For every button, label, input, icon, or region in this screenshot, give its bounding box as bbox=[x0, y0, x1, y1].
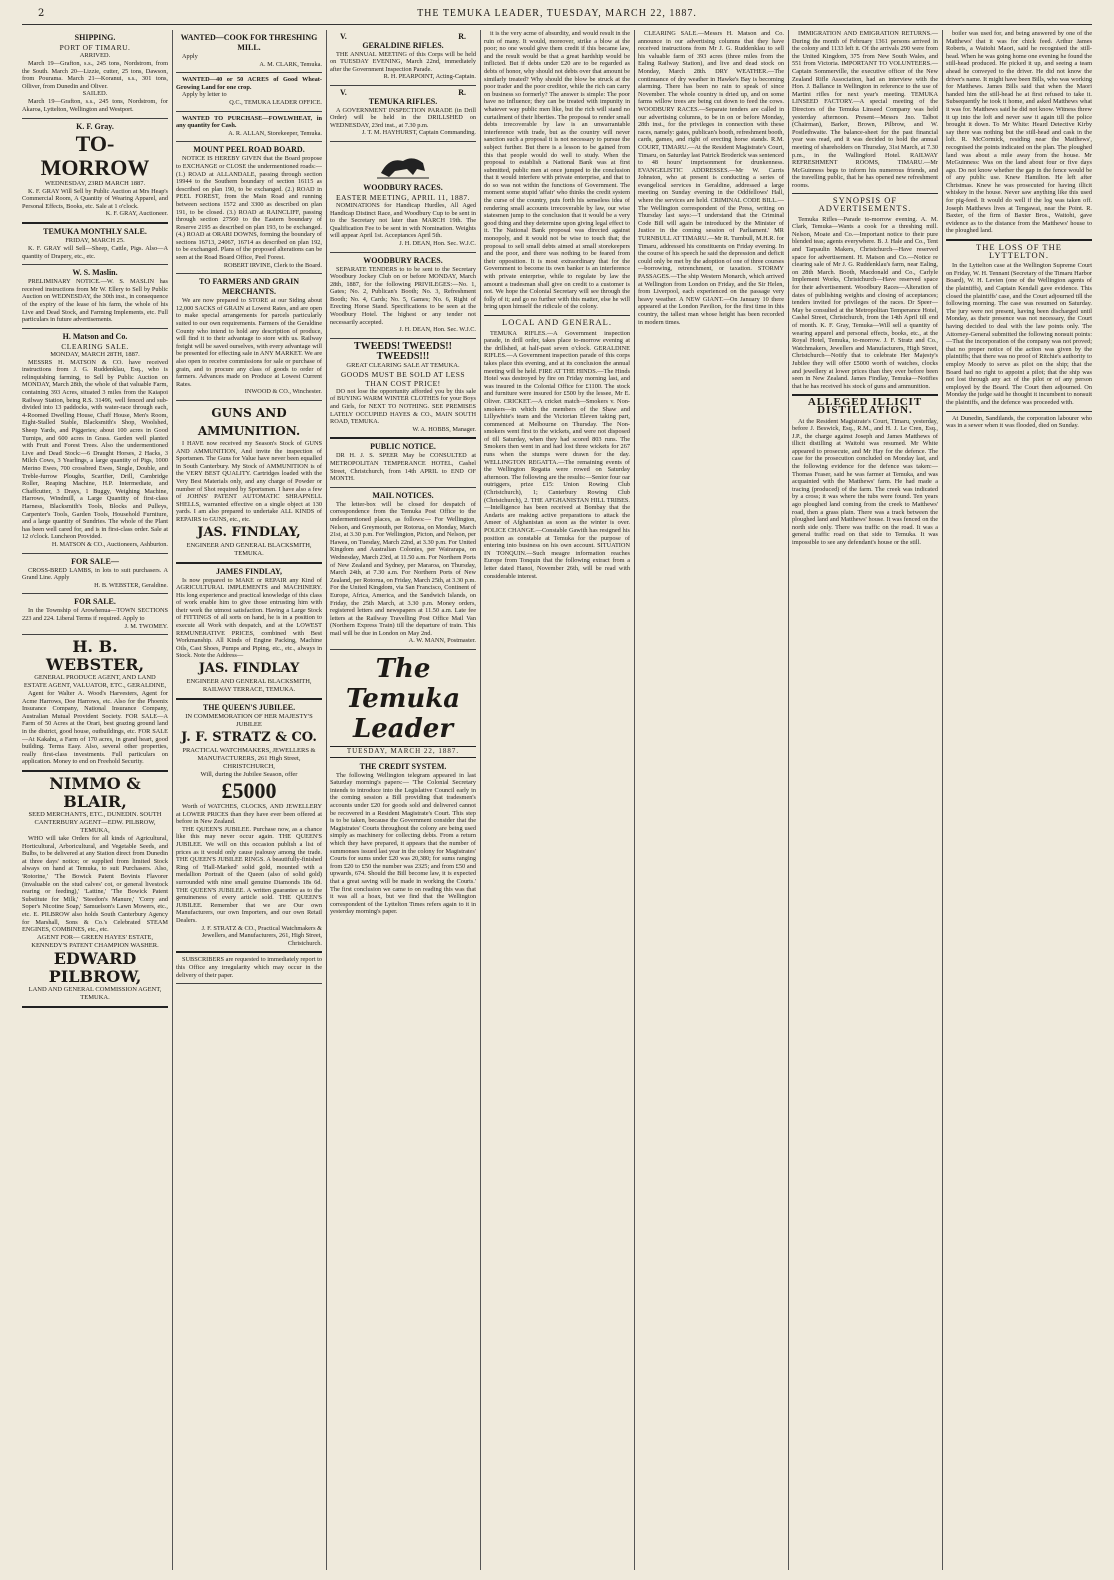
nimmo-text: WHO will take Orders for all kinds of Agricultural, Horticultural, Arboricultural, and Vegetable Seeds, and Bulbs, to be delivered at any Station direct from Dunedin at three days' notice; or supplied from limited Stock always on hand at Temuka, to suit Purchasers. Also, 'Rotorine,' 'The Bowick Patent Bovinis Flavorer (invaluable on the stud calves' cot, or general livestock rearing or feeding),' 'Lattine,' 'The Bowick Patent Substitute for Milk,' 'Steedon's Manure,' 'Corry and Soper's Nicotine Soap,' Samuelson's Lawn Mowers, etc., etc. E. PILBROW also holds South Canterbury Agency for Marshall, Sons & Co.'s Celebrated STEAM ENGINES, COMBINES, etc., etc. bbox=[22, 835, 168, 934]
column-4 bbox=[484, 30, 630, 1570]
webster-subheading: GENERAL PRODUCE AGENT, AND LAND ESTATE AGENT, VALUATOR, ETC., GERALDINE, bbox=[23, 674, 167, 690]
grain-merchants-text: We are now prepared to STORE at our Siding about 12,000 SACKS of GRAIN at Lowest Rates, and are open to make special arrangements for parcels particularly suited to our own requirements. Farmers of the Geraldine County who intend to hold any description of produce, will find it to their advantage to store with us. Railway freight will be saved ourselves, with every advantage will be presented for effecting sale in ANY MARKET. We are also open to receive commissions for sale or purchase of grain, and to procure any class of goods to order of farmers. Advances made on Produce at Lowest Current Rates. bbox=[176, 297, 322, 388]
tweeds-heading: TWEEDS! TWEEDS!! TWEEDS!!! bbox=[354, 340, 452, 362]
nimmo-subheading: SEED MERCHANTS, ETC., DUNEDIN. SOUTH CANTERBURY AGENT—EDW. PILBROW, TEMUKA, bbox=[28, 811, 162, 835]
synopsis-text: Temuka Rifles—Parade to-morrow evening. A. M. Clark, Temuka—Wants a cook for a threshing mill. Nelson, Moate and Co.—Important notice to their pure blended teas; agents everywhere. B. J. Hale and Co., Tent and Tarpaulin Makers, Christchurch—Have reserved space for advertisement. H. Matson and Co.—Notice re clearing sale of Mr J. G. Ruddenklau's farm, near Ealing, on 28th March. Booth, Macdonald and Co., Carlyle Implement Works, Christchurch—Have reserved space for their advertisement. Woodbury Races—Alteration of dates of publishing weights and closing of acceptances; tenders invited for privileges of the races. Dr Speer—May be consulted at the Metropolitan Temperance Hotel, Cashel Street, Christchurch, from the 14th April till end of month. K. F. Gray, Temuka—Will sell a quantity of wearing apparel and personal effects, books, etc., at the Royal Hotel, Temuka, to-morrow. J. F. Stratz and Co., Watchmakers, Jewellers and Manufacturers, High Street, Christchurch—Notify that to celebrate Her Majesty's Jubilee they will offer £5000 worth of watches, clocks and jewellery at lower prices than they ever before been seen in New Zealand. James Findlay, Temuka—Notifies that he has received his stock of guns and ammunition. bbox=[792, 215, 938, 390]
matson-heading: H. Matson and Co. bbox=[62, 331, 128, 341]
forsale-heading: FOR SALE— bbox=[71, 556, 119, 566]
tender-text: SEPARATE TENDERS to to be sent to the Secretary Woodbury Jockey Club on or before MONDAY, March 28th, 1887, for the following PRIVILEGES:—No. 1, Gates; No. 2, Publican's Booth; No. 3, Refreshment Booth; No. 4, Cards; No. 5, Games; No. 6, Right of Erecting Horse Stand. Specifications to be seen at the Woodbury Hotel. The highest or any tender not necessarily accepted. bbox=[330, 265, 476, 326]
pilbrow-agent-text: AGENT FOR— GREEN HAYES' ESTATE, KENNEDY'S PATENT CHAMPION WASHER. bbox=[31, 933, 159, 949]
findlay2-name: JAS. FINDLAY bbox=[198, 661, 300, 677]
maslin-text: PRELIMINARY NOTICE.—W. S. MASLIN has received instructions from Mr W. Ellery to Sell by Public Auction on WEDNESDAY, the 30th inst., in consequence of the expiry of the lease of his farm, the whole of his Live and Dead Stock, and Farming Implements, etc. Full particulars in future advertisements. bbox=[22, 278, 168, 324]
geraldine-rifles-text: THE ANNUAL MEETING of this Corps will be held on TUESDAY EVENING, March 22nd, immediately after the Government Inspection Parade. bbox=[330, 50, 476, 73]
road-board-text: NOTICE IS HEREBY GIVEN that the Board propose to EXCHANGE or CLOSE the undermentioned roads:— (1.) ROAD at ALLANDALE, passing through section 19944 to the Southern boundary of section 16115 as described on plan 190, to be exchanged. (2.) ROAD in PEEL FOREST, from the Main Road and running between sections 1572 and 3300 as described on plan 191, to be closed. (3.) ROAD at RAINCLIFF, passing through section 27560 to the Eastern boundary of Reserve 2195 as described on plan 193, to be exchanged. (4.) ROAD at ORARI DOWNS, forming the boundary of sections 16713, 24067, 16714 as described on plan 192, to be exchanged. Plans of the proposed alterations can be seen at the Road Board Office, Peel Forest. bbox=[176, 155, 322, 262]
mail-notices-signature: A. W. MANN, Postmaster. bbox=[408, 637, 476, 645]
lyttelton-loss-text: In the Lyttelton case at the Wellington Supreme Court on Friday, W. H. Tennant (Secretary of the Timaru Harbor Board), W. H. Levien (one of the Wellington agents of the plaintiffs), and Captain Kendall gave evidence. This closed the plaintiffs' case, and the Court adjourned till the following morning. The case was resumed on Saturday. The jury were not present, having been discharged until Monday, as their presence was not necessary, the Court having decided to deal with the law points only. The Attorney-General submitted the following nonsuit points:—That the incorporation of the company was not proved; that no proper notice of the action was given by the plaintiffs; that there was no proof of Ritchie's authority to employ Moody to serve as pilot on the ship; that the Board had no right to appoint a pilot; that the ship was not lost through any act of the pilot or of any person employed by the Board. The Court then adjourned. On Monday the judge said he thought it incumbent to nonsuit the plaintiffs, and the defence was proceeded with. bbox=[946, 262, 1092, 406]
woodbury-races-2-heading: WOODBURY RACES. bbox=[363, 255, 443, 265]
land-wanted-heading: WANTED—40 or 50 ACRES of Good Wheat-Growing Land for one crop. bbox=[176, 76, 322, 91]
column-3 bbox=[330, 30, 476, 1570]
column-divider bbox=[326, 30, 327, 1570]
cook-wanted-signature: A. M. CLARK, Temuka. bbox=[259, 60, 322, 68]
news-items-text: IMMIGRATION AND EMIGRATION RETURNS.—During the month of February 1361 persons arrived in the colony and 1133 left it. Of the arrivals 290 were from the United Kingdom, 375 from New South Wales, and 551 from Victoria. IMPORTANT TO VOLUNTEERS.—Captain Sommerville, the executive officer of the New Zealand Rifle Association, had an interview with the Hon. J. Ballance in Wellington in reference to the use of Martini rifles for next year's meeting. TEMUKA LINSEED FACTORY.—A special meeting of the Directors of the Temuka Linseed Company was held yesterday afternoon. Present—Messrs Jno. Talbot (Chairman), Barker, Brown, Pilbrow, and W. Postlethwaite. The balance-sheet for the past financial year was read, and it was decided to hold the annual meeting of shareholders on Thursday, 31st March, at 7.30 p.m., in the Wallingford Hotel. RAILWAY REFRESHMENT ROOMS, TIMARU.—Mr McGuinness begs to inform his numerous friends, and the travelling public, that he has opened new refreshment rooms. bbox=[792, 30, 938, 189]
cook-wanted-heading: WANTED—COOK FOR THRESHING MILL. bbox=[180, 33, 318, 52]
lyttelton-loss-heading: THE LOSS OF THE LYTTELTON. bbox=[946, 239, 1092, 259]
tomorrow-heading: TO-MORROW bbox=[40, 130, 150, 180]
column-2 bbox=[176, 30, 322, 1570]
jubilee-intro: IN COMMEMORATION OF HER MAJESTY'S JUBILEE bbox=[185, 713, 313, 729]
stratz-offer-details: Worth of WATCHES, CLOCKS, AND JEWELLERY at LOWER PRICES than they have ever been offered at before in New Zealand. bbox=[176, 803, 322, 826]
kfgray-heading: K. F. Gray. bbox=[76, 121, 114, 131]
local-general-text: TEMUKA RIFLES.—A Government inspection parade, in drill order, takes place to-morrow evening at the drillshed, at half-past seven o'clock. GERALDINE RIFLES.—A Government inspection parade of this corps takes place this evening, and at its conclusion the annual meeting will be held. FIRE AT THE HINDS.—The Hinds Hotel was destroyed by fire on Friday morning last, and was insured in the Colonial Office for £1100. The stock and furniture were insured for £500 by the lessee, Mr E. Oliver. CRICKET.—A cricket match—Smokers v. Non-smokers—in which the members of the Shaw and Lillywhite's team and the Victorian Eleven taking part, commenced at Melbourne on Thursday. The Non-smokers went first to the wickets, and were not disposed of till Saturday, when they had scored 803 runs. The Smokers then went in and had lost three wickets for 267 runs when the stumps were drawn for the day. WELLINGTON REGATTA.—The remaining events of the Wellington Regatta were rowed on Saturday afternoon. The following are the results:—Senior four oar outriggers, prize £15: Union Rowing Club (Christchurch), 1; Canterbury Rowing Club (Christchurch), 2. THE AFGHANISTAN HILL TRIBES.—Intelligence has been received at Bombay that the Andaris are making active preparations to attack the Ameer of Afghanistan as soon as the winter is over. POLICE CHANGE.—Constable Gawith has resigned his position as constable at Temuka for the purpose of entering into business on his own account. SITUATION IN TONQUIN.—Such meagre information reaches Europe from Tonquin that the following extract from a letter dated Hanoi, November 26th, will be read with considerable interest. bbox=[484, 329, 630, 580]
alleged-distillation-heading: ALLEGED ILLICIT DISTILLATION. bbox=[792, 394, 938, 414]
vr-crest-label: V. R. bbox=[340, 32, 466, 41]
mail-notices-heading: MAIL NOTICES. bbox=[372, 490, 434, 500]
public-notice-heading: PUBLIC NOTICE. bbox=[370, 442, 436, 452]
tweeds-text: DO not lose the opportunity afforded you by this sale of BUYING WARM WINTER CLOTHES for your Boys and Girls, for NEXT TO NOTHING. SEE PREMISES LATELY OCCUPIED HAYES & CO., MAIN SOUTH ROAD, TEMUKA. bbox=[330, 387, 476, 426]
masthead-rule bbox=[22, 24, 1092, 25]
column-divider bbox=[480, 30, 481, 1570]
temuka-rifles-heading: TEMUKA RIFLES. bbox=[368, 96, 438, 106]
page-number: 2 bbox=[38, 8, 45, 19]
grain-merchants-heading: TO FARMERS AND GRAIN MERCHANTS. bbox=[199, 277, 299, 297]
port-heading: PORT OF TIMARU. bbox=[59, 43, 131, 52]
temuka-rifles-signature: J. T. M. HAYHURST, Captain Commanding. bbox=[361, 129, 476, 137]
findlay-heading: JAS. FINDLAY, bbox=[197, 524, 301, 540]
column-6 bbox=[792, 30, 938, 1570]
shipping-heading: SHIPPING. bbox=[74, 33, 116, 42]
distillation-continued-text: boiler was used for, and being answered by one of the Matthews' that it was for chick feed. Arthur James Roberts, a Waitohi Maori, said he recognised the still-head. When he was going home one evening he found the still-head produced. He picked it up, and seeing a team ahead he conveyed to the driver. He did not know the driver's name. It might have been Bills, who was working for Matthews. James Bills said that when the Maori handed him the still-head he at first refused to take it. Subsequently he took it home, and asked Matthews what it was for. Matthews said he did not know. Witness threw it up into the loft and never saw it again till the police brought it down. To Mr White: Heard Detective Kirby say there was nothing but the still-head and cask in the loft. R. McCormick, residing near the Matthews', recognised the points indicated on the plan. The ploughed land was about a mile away from the house. Mr McGuinness: Was on the land about four or five days ago. Do not know whether the gap in the fence would be of any public use. Knew Hamilton. He left after Christmas. Knew he was prosecuted for having illicit whiskey in the house. Never saw anything like this used for pig-feed. It would do well if the log was taken off. Joseph Matthews lives at Tengawai, near the Point. R. Baxter, of the firm of Baxter Bros., Waitohi, gave evidence as to the distance from the Matthews' house to the ploughed land. bbox=[946, 30, 1092, 235]
pilbrow-subheading: LAND AND GENERAL COMMISSION AGENT, TEMUKA. bbox=[28, 985, 162, 1001]
stratz-signature: J. F. STRATZ & CO., Practical Watchmakers & Jewellers, and Manufacturers, 261, High Street, Christchurch. bbox=[201, 924, 322, 947]
vr-crest-label: V. R. bbox=[340, 87, 466, 97]
clearing-sale-heading: CLEARING SALE. bbox=[61, 341, 129, 351]
column-5 bbox=[638, 30, 784, 1570]
monthly-sale-date: FRIDAY, MARCH 25. bbox=[65, 236, 125, 244]
land-wanted-signature: Q.C., TEMUKA LEADER OFFICE. bbox=[229, 98, 322, 106]
nimmo-heading: NIMMO & BLAIR, bbox=[49, 774, 141, 812]
road-board-heading: MOUNT PEEL ROAD BOARD. bbox=[193, 145, 305, 155]
tweeds-signature: W. A. HOBBS, Manager. bbox=[412, 425, 476, 433]
clearing-sale-signature: H. MATSON & CO., Auctioneers, Ashburton. bbox=[51, 540, 168, 548]
geraldine-rifles-heading: GERALDINE RIFLES. bbox=[362, 40, 444, 50]
column-divider bbox=[788, 30, 789, 1570]
temuka-rifles-text: A GOVERNMENT INSPECTION PARADE (in Drill Order) will be held in the DRILLSHED on WEDNESDAY, 23rd inst., at 7.30 p.m. bbox=[330, 106, 476, 129]
column-divider bbox=[634, 30, 635, 1570]
fowlwheat-heading: WANTED TO PURCHASE—FOWLWHEAT, in any quantity for Cash. bbox=[176, 114, 322, 130]
horse-race-icon bbox=[373, 147, 433, 181]
synopsis-heading: SYNOPSIS OF ADVERTISEMENTS. bbox=[792, 193, 938, 212]
kfgray-signature: K. F. GRAY, Auctioneer. bbox=[105, 210, 168, 218]
column-7 bbox=[946, 30, 1092, 1570]
forsale-text: CROSS-BRED LAMBS, in lots to suit purchasers. A Grand Line. Apply bbox=[22, 566, 168, 582]
pilbrow-heading: EDWARD PILBROW, bbox=[48, 948, 142, 986]
stratz-offer-text: Will, during the Jubilee Season, offer bbox=[200, 771, 298, 779]
findlay-subheading: ENGINEER AND GENERAL BLACKSMITH, TEMUKA. bbox=[186, 541, 312, 557]
news-items-text: CLEARING SALE.—Messrs H. Matson and Co. announce in our advertising columns that they have received instructions from Mr J. G. Ruddenklau to sell his valuable farm of 393 acres (three miles from the Ealing Railway Station), and live and dead stock on Monday, March 28th. DRY WEATHER.—The continuance of dry weather in Hawke's Bay is becoming alarming. There has been no rain to speak of since November. The whole country is dried up, and on some farms willow trees are being cut down to feed the cows. WOODBURY RACES.—Separate tenders are called in our advertising columns, to be in on or before Monday, 28th inst., for the privileges in connection with these races, namely: gates, publican's booth, refreshment booth, cards, games, and right of erecting horse stands. R.M. COURT, TIMARU.—At the Resident Magistrate's Court, Timaru, on Saturday last Patrick Broderick was sentenced to 48 hours' imprisonment for drunkenness. EVANGELISTIC ADDRESSES.—Mr W. Carris Johnston, who at present is conducting a series of evangelical services in Geraldine, addressed a large meeting on Sunday evening in the Oddfellows' Hall, where the services are held. CRIMINAL CODE BILL.—The Wellington correspondent of the Press, writing on Thursday last says:—'I understand that the Criminal Code Bill will again be introduced by the Minister of Justice in the coming session of Parliament.' MR TURNBULL AT TIMARU.—Mr R. Turnbull, M.H.R. for Timaru, addressed his constituents on Friday evening. In the course of his speech he said the depression and deficit could only be met by the adoption of one of three courses—borrowing, retrenchment, or taxation. STORMY PASSAGES.—The ship Western Monarch, which arrived at Wellington from London on Friday, and the Sir Helen, from Liverpool, each experienced on the passage very heavy weather. A NEW GIANT.—On January 10 there appeared at the London Pavilion, for the first time in this country, the tallest man whose height has been recorded in modern times. bbox=[638, 30, 784, 326]
webster-text: Agent for Walter A. Wood's Harvesters, Agent for Acme Harrows, Doe Harrows, etc. Also for the Phoenix Insurance Company, National Insurance Company, Australian Mutual Provident Society. FOR SALE—A Farm of 50 Acres at the Orari, best grazing ground land in the district, good house, outbuildings, etc. FOR SALE—At Kakahu, a Farm of 170 acres, in grand heart, good building. Terms Easy. Also, several other properties, really first-class investments. Full particulars on application. Money to end on Freehold Security. bbox=[22, 690, 168, 766]
road-board-signature: ROBERT IRVINE, Clerk to the Board. bbox=[223, 261, 322, 269]
masthead-title: THE TEMUKA LEADER, TUESDAY, MARCH 22, 1887. bbox=[417, 8, 697, 19]
findlay2-heading: JAMES FINDLAY, bbox=[215, 566, 283, 576]
geraldine-rifles-signature: R. H. PEARPOINT, Acting-Captain. bbox=[383, 73, 476, 81]
cook-wanted-text: Apply bbox=[182, 53, 198, 60]
column-divider bbox=[942, 30, 943, 1570]
easter-meeting-signature: J. H. DEAN, Hon. Sec. W.J.C. bbox=[399, 239, 476, 247]
credit-system-text: The following Wellington telegram appeared in last Saturday morning's papers:— 'The Colonial Secretary intends to introduce into the Legislative Council early in the coming session a Bill providing that tradesmen's accounts under £20 for goods sold and delivered cannot be recovered in a Resident Magistrate's Court. This step is to be taken, because the Government consider that the Magistrates' Courts throughout the colony are being used simply as machinery for collecting debts. From a return which they have prepared, it appears that the number of summonses issued last year in the colony for Magistrates' Courts for sums under £20 was 20,380; for sums ranging from £20 to £50 the number was 2325; and from £50 and upwards, 674. Should the Bill become law, it is expected that a great saving will be made in working the Courts.' The first conclusion we came to on reading this was that it was all a hoax, but we find that the Wellington correspondent of the Lyttelton Times refers again to it in yesterday morning's paper. bbox=[330, 771, 476, 916]
jubilee-heading: THE QUEEN'S JUBILEE. bbox=[202, 703, 296, 713]
stratz-amount: £5000 bbox=[221, 778, 277, 804]
monthly-sale-heading: TEMUKA MONTHLY SALE. bbox=[43, 226, 147, 236]
findlay2-subheading: ENGINEER AND GENERAL BLACKSMITH, RAILWAY TERRACE, TEMUKA. bbox=[186, 678, 312, 694]
guns-heading: GUNS AND AMMUNITION. bbox=[197, 405, 301, 438]
easter-meeting-heading: EASTER MEETING, APRIL 11, 1887. bbox=[336, 192, 470, 202]
mail-notices-text: The letter-box will be closed for despatch of correspondence from the Temuka Post Office to the undermentioned places, as follows:— For Wellington, Nelson, and Greymouth, per Rotorua, on Monday, March 21st, at 3.30 p.m. For Wellington, Picton, and Nelson, per Hawea, on Tuesday, March 22nd, at 3.30 p.m. For United Kingdom and Australian Colonies, per Wairarapa, on Wednesday, March 23rd, at 11.50 a.m. For Northern Ports of New Zealand and Sydney, per Mararoa, on Thursday, March 24th, at 7.30 a.m. For Northern Ports of New Zealand, per Rotorua, on Friday, March 25th, at 3.30 p.m. For the United Kingdom, via San Francisco, Continent of Europe, Africa, America, and the Sandwich Islands, on Friday, the 25th March, at 3.30 p.m. Money orders, registered letters and newspapers at 11.50 a.m. Late fee letters at the Railway Travelling Post Office Mail Van (Northern Express Train) till the departure of train. This mail will be due in London on May 2nd. bbox=[330, 500, 476, 637]
arrivals-text: March 19—Grafton, s.s., 245 tons, Nordstrom, from the South. March 20—Lizzie, cutter, 25 tons, Dawson, from Pourama. March 21—Koranui, s.s., 301 tons, Olliver, from Dunedin and Oliver. bbox=[22, 60, 168, 90]
guns-text: I HAVE now received my Season's Stock of GUNS AND AMMUNITION, And invite the inspection of Sportsmen. The Guns for Value have never been equalled in South Canterbury. My Stock of AMMUNITION is of the VERY BEST QUALITY. Cartridges loaded with the Very Best Materials only, and any charge of Powder or number of Shot required by Sportsmen. I have also a few of JOHNS' PATENT AUTOMATIC SHRAPNELL SHELLS, warranted effective on a single object at 130 yards. I am also prepared to undertake ALL KINDS of REPAIRS to GUNS, etc., etc. bbox=[176, 439, 322, 523]
arrived-label: ARRIVED. bbox=[79, 52, 111, 59]
subscribers-notice: SUBSCRIBERS are requested to immediately report to this Office any irregularity which may occur in the delivery of their paper. bbox=[176, 956, 322, 979]
grain-merchants-signature: INWOOD & CO., Winchester. bbox=[244, 388, 322, 396]
jubilee-items: THE QUEEN'S JUBILEE. Purchase now, as a chance like this may never occur again. THE QUEEN'S JUBILEE. We will on this occasion publish a list of prices as it would only cause jealousy among the trade. THE QUEEN'S JUBILEE RINGS. A beautifully-finished Ring of 'Hall-Marked' solid gold, mounted with a medallion Portrait of the Queen (also of solid gold) surrounded with nine small genuine Diamonds 18s 6d. THE QUEEN'S JUBILEE. A written guarantee as to the genuineness of every article sold. THE QUEEN'S JUBILEE. Remember that we are Our own Manufacturers, our own Importers, and our own Retail Dealers. bbox=[176, 825, 322, 924]
monthly-sale-text: K. F. GRAY will Sell—Sheep, Cattle, Pigs. Also—A quantity of Drapery, etc., etc. bbox=[22, 244, 168, 260]
maslin-heading: W. S. Maslin. bbox=[72, 268, 118, 278]
tweeds-subheading-2: GOODS MUST BE SOLD AT LESS THAN COST PRICE! bbox=[340, 369, 466, 388]
forsale2-heading: FOR SALE. bbox=[74, 597, 116, 607]
kfgray-text: K. F. GRAY Will Sell by Public Auction at Mrs Heap's Commercial Room, A Quantity of Wearing Apparel, and Personal Effects, Books, etc. Sale at 1 o'clock. bbox=[22, 187, 168, 210]
tender-signature: J. H. DEAN, Hon. Sec. W.J.C. bbox=[399, 326, 476, 334]
clearing-sale-date: MONDAY, MARCH 28TH, 1887. bbox=[50, 350, 140, 358]
findlay2-text: Is now prepared to MAKE or REPAIR any Kind of AGRICULTURAL IMPLEMENTS and MACHINERY. His long experience and practical knowledge of this class of work enable him to give those entrusting him with their work the utmost satisfaction. Having a Large Stock of FITTINGS of all sorts on hand, he is in a position to execute all Work with despatch, and at the LOWEST REMUNERATIVE PRICES, combined with Best Workmanship. All Kinds of Engine Packing, Machine Oils, Cast Shoes, Pumps and Piping, etc., etc., always in Stock. Note the Address— bbox=[176, 576, 322, 660]
alleged-distillation-text: At the Resident Magistrate's Court, Timaru, yesterday, before J. Beswick, Esq., R.M., and H. J. Le Cren, Esq., J.P., the charge against Joseph and James Matthews of illicit distilling at Waitohi was resumed. Mr White appeared to prosecute, and Mr Hay for the defence. The case for the prosecution concluded on Monday last, and the following evidence for the defence was taken:— Thomas Fraser, said he was farmer at Temuka, and was acquainted with the Matthews' farm. He had made a tracing (produced) of the farm. The creek was indicated by a cross; it was where the tubs were found. Ten years ago ploughed land coming from the creek to Matthews' road, then a grass plain. There was a track between the ploughed land and Matthews' house. It was fenced on the north side only. There was traffic on the road. It was a general traffic road on that side to Temuka. It was impossible to see any defendant's house or the still. bbox=[792, 417, 938, 546]
woodbury-races-heading: WOODBURY RACES. bbox=[363, 182, 443, 192]
local-general-heading: LOCAL AND GENERAL. bbox=[484, 315, 630, 327]
fowlwheat-signature: A. R. ALLAN, Storekeeper, Temuka. bbox=[228, 129, 322, 137]
issue-date: TUESDAY, MARCH 22, 1887. bbox=[330, 746, 476, 758]
closing-news-text: At Dunedin, Sandilands, the corporation labourer who was in a sewer when it was flooded, died on Sunday. bbox=[946, 411, 1092, 430]
forsale2-text: In the Township of Arowhenua—TOWN SECTIONS 223 and 224. Liberal Terms if required. Apply to bbox=[22, 607, 168, 622]
newspaper-nameplate: The Temuka Leader bbox=[345, 654, 461, 745]
sailed-text: March 19—Grafton, s.s., 245 tons, Nordstrom, for Akaroa, Lyttelton, Wellington and Westport. bbox=[22, 98, 168, 113]
easter-meeting-text: NOMINATIONS for Handicap Hurdles, All Aged Handicap Distinct Race, and Woodbury Cup to be sent in to the Secretary not later than MARCH 19th. The Qualification Fee to be sent in with Nomination. Weights will appear April 1st. Acceptances April 5th. bbox=[330, 201, 476, 240]
masthead bbox=[0, 8, 1114, 22]
webster-heading: H. B. WEBSTER, bbox=[45, 637, 145, 675]
editorial-text: it is the very acme of absurdity, and would result in the ruin of many. It would, moreover, strike a blow at the poor; no one would give them credit if this became law, and the result would be that a great hardship would be inflicted. But if debts under £20 are to be regarded as debts of honor, why should not debts over that amount be similarly treated? Why should the blow be struck at the poor trader and the poor creditor, while the rich can carry on business so formerly? The answer is simple: The poor have no influence; they can be treated with impunity in whatever way public men like, but the rich will stand no curtailment of their liberties. The proposal to render small debts irrecoverable by law is an unwarrantable interference with trade, but as the country will never sanction such a proposal it is not necessary to pursue the subject further. But there is a lesson to be gained from this that people would do well to study. When the proposal to establish a National Bank was at first submitted, public men at once jumped to the conclusion that it would interfere with private enterprise, and that to do so was not within the functions of Government. The moment some stupid 'affair' who thinks the credit system the curse of the country, puts forth his senseless idea of rendering small accounts irrecoverable by law, our wise statesmen jump to the conclusion that it would be a very good thing and they determine upon giving legal effect to it. The National Bank proposal was directed against monopoly, and it would not be wise to touch that; the proposal to sell small debts aimed at small storekeepers and the poor, and there was nothing to be feared from their opposition. It is most extraordinary that for the Government to become its own banker is an interference with private enterprise, while to regulate by law the amount a tradesman shall give on credit to a customer is not. We hope the Colonial Secretary will see through the folly of it; and go no further with this matter, else he will bring upon himself the ridicule of the colony. bbox=[484, 30, 630, 311]
credit-system-heading: THE CREDIT SYSTEM. bbox=[359, 761, 447, 771]
stratz-heading: J. F. STRATZ & CO. bbox=[181, 730, 317, 746]
clearing-sale-text: MESSRS H. MATSON & CO. have received instructions from J. G. Ruddenklau, Esq., who is relinquishing farming, to Sell by Public Auction on MONDAY, March 28th, the whole of that valuable Farm, containing 393 Acres, situated 3 miles from the Kaiapoi Railway Station, being R.S. 31496, well fenced and sub-divided into 13 paddocks, with water-race through each, 4-Roomed Dwelling House, Chaff House, Men's Room, Eight-Stalled Stable, Blacksmith's Shop, Woolshed, Sheep Yards, and Piggeries; about 100 acres in Good Turnips, and 600 acres in Grass. Garden well planted with Fruit and Forest Trees. Also the undermentioned Live and Dead Stock:—6 Draught Horses, 2 Hacks, 3 Milch Cows, 3 Yearlings, a large quantity of Pigs, 1000 Merino Ewes, 700 crossbred Ewes, Single, Double, and Treble-furrow Ploughs, Scarifier, Drill, Cambridge Roller, Reaping Machine, H.P. Intermediate, and Chaffcutter, 3 Drays, 1 Buggy, Weighing Machine, Harrows, Windmill, a Large Quantity of first-class Harness, Blacksmith's Tools, Blocks and Pulleys, Carpenter's Tools, Garden Tools, Household Furniture, and a large quantity of Sundries. The whole of the Plant has been well cared for, and is in first-class order. Sale at 12 o'clock. Luncheon Provided. bbox=[22, 358, 168, 541]
column-divider bbox=[172, 30, 173, 1570]
forsale-signature: H. B. WEBSTER, Geraldine. bbox=[94, 581, 168, 589]
land-wanted-text: Apply by letter to bbox=[182, 91, 227, 99]
column-1 bbox=[22, 30, 168, 1570]
sailed-label: SAILED. bbox=[82, 90, 108, 98]
tomorrow-date: WEDNESDAY, 23RD MARCH 1887. bbox=[44, 179, 146, 187]
stratz-subheading: PRACTICAL WATCHMAKERS, JEWELLERS & MANUFACTURERS, 261 High Street, CHRISTCHURCH, bbox=[182, 747, 316, 771]
tweeds-subheading: GREAT CLEARING SALE AT TEMUKA. bbox=[346, 361, 460, 369]
forsale2-signature: J. M. TWOMEY. bbox=[124, 622, 168, 630]
public-notice-text: DR H. J. S. SPEER May be CONSULTED at METROPOLITAN TEMPERANCE HOTEL, Cashel Street, Christchurch, from 14th APRIL to END OF MONTH. bbox=[330, 452, 476, 483]
